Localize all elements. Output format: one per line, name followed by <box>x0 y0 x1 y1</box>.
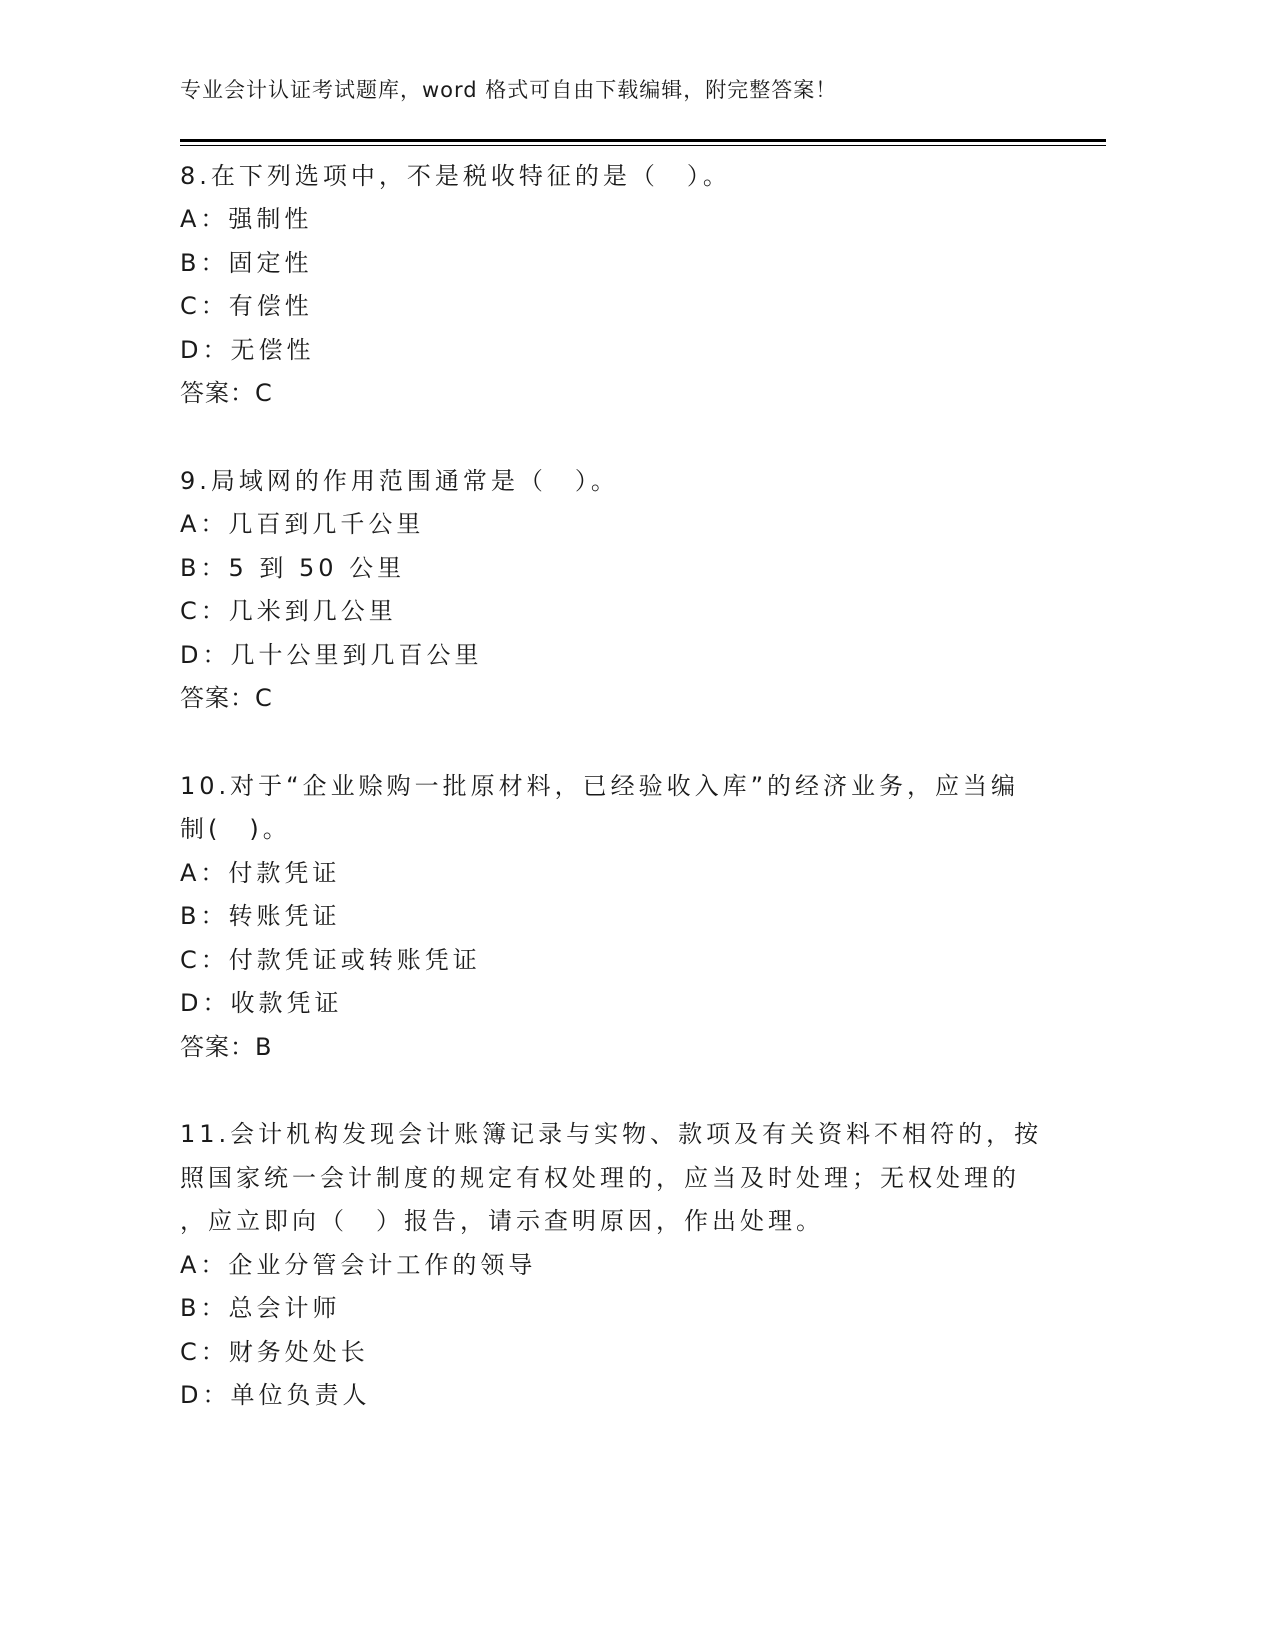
question-9-stem: 9.局域网的作用范围通常是（ ）。 <box>180 467 619 495</box>
question-8-option-d: D：无偿性 <box>180 336 315 364</box>
header-rule-thin <box>180 145 1106 146</box>
question-10-stem-line-2: 制( )。 <box>180 815 291 843</box>
question-10-option-a: A：付款凭证 <box>180 859 341 887</box>
question-11-option-a: A：企业分管会计工作的领导 <box>180 1251 537 1279</box>
question-9-answer: 答案：C <box>180 684 273 712</box>
question-9-option-c: C：几米到几公里 <box>180 597 397 625</box>
question-9-option-b: B：5 到 50 公里 <box>180 554 406 582</box>
question-9-option-d: D：几十公里到几百公里 <box>180 641 483 669</box>
question-10-option-d: D：收款凭证 <box>180 989 343 1017</box>
question-8-option-b: B：固定性 <box>180 249 313 277</box>
question-8-answer: 答案：C <box>180 379 273 407</box>
header-rule-thick <box>180 139 1106 142</box>
question-9-option-a: A：几百到几千公里 <box>180 510 425 538</box>
question-11-option-b: B：总会计师 <box>180 1294 341 1322</box>
question-11-stem-line-2: 照国家统一会计制度的规定有权处理的，应当及时处理；无权处理的 <box>180 1164 1020 1192</box>
question-8-stem: 8.在下列选项中，不是税收特征的是（ ）。 <box>180 162 731 190</box>
question-10-stem-line-1: 10.对于“企业赊购一批原材料，已经验收入库”的经济业务，应当编 <box>180 772 1020 800</box>
question-10-option-c: C：付款凭证或转账凭证 <box>180 946 481 974</box>
question-11-option-d: D：单位负责人 <box>180 1381 371 1409</box>
question-11-stem-line-3: ，应立即向（ ）报告，请示查明原因，作出处理。 <box>180 1207 824 1235</box>
question-10-option-b: B：转账凭证 <box>180 902 341 930</box>
question-8-option-c: C：有偿性 <box>180 292 313 320</box>
question-10-answer: 答案：B <box>180 1033 273 1061</box>
page-header-text: 专业会计认证考试题库，word 格式可自由下载编辑，附完整答案！ <box>180 78 838 102</box>
question-11-stem-line-1: 11.会计机构发现会计账簿记录与实物、款项及有关资料不相符的，按 <box>180 1120 1043 1148</box>
question-11-option-c: C：财务处处长 <box>180 1338 369 1366</box>
question-8-option-a: A：强制性 <box>180 205 313 233</box>
